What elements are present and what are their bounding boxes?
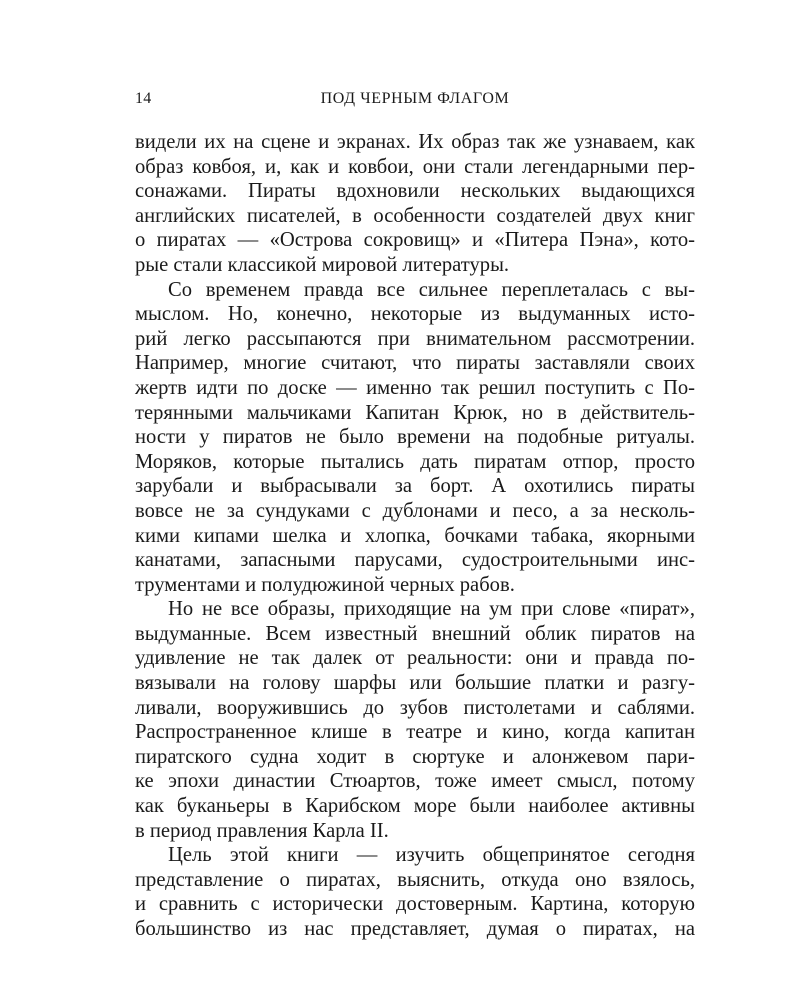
text-line: Но не все образы, приходящие на ум при слове «пират», <box>168 598 695 621</box>
text-line: ливали, вооружившись до зубов пистолетами и саблями. <box>135 696 695 719</box>
text-line: Моряков, которые пытались дать пиратам отпор, просто <box>135 450 695 473</box>
text-line: Распространенное клише в театре и кино, когда капитан <box>135 721 695 744</box>
text-line: сонажами. Пираты вдохновили нескольких выдающихся <box>135 180 695 203</box>
text-line: рые стали классикой мировой литературы. <box>135 253 510 276</box>
text-line: представление о пиратах, выяснить, откуда оно взялось, <box>135 868 695 891</box>
body-text <box>135 130 695 942</box>
text-line: пиратского судна ходит в сюртуке и алонжевом пари- <box>135 745 695 768</box>
text-line: канатами, запасными парусами, судостроительными инс- <box>135 549 695 572</box>
text-line: ке эпохи династии Стюартов, тоже имеет смысл, потому <box>135 770 695 793</box>
text-line: вязывали на голову шарфы или большие платки и разгу- <box>135 672 695 695</box>
text-line: зарубали и выбрасывали за борт. А охотились пираты <box>135 475 695 498</box>
text-line: рий легко рассыпаются при внимательном рассмотрении. <box>135 327 695 350</box>
text-line: Цель этой книги — изучить общепринятое сегодня <box>168 844 695 867</box>
text-line: английских писателей, в особенности создателей двух книг <box>135 204 695 227</box>
text-line: как буканьеры в Карибском море были наиболее активны <box>135 795 695 818</box>
running-head <box>135 90 695 114</box>
text-line: большинство из нас представляет, думая о пиратах, на <box>135 918 695 940</box>
text-line: трументами и полудюжиной черных рабов. <box>135 573 515 596</box>
text-line: удивление не так далек от реальности: они и правда по- <box>135 647 695 670</box>
text-line: выдуманные. Всем известный внешний облик пиратов на <box>135 622 695 645</box>
text-line: образ ковбоя, и, как и ковбои, они стали легендарными пер- <box>135 155 695 178</box>
text-line: мыслом. Но, конечно, некоторые из выдуманных исто- <box>135 303 695 326</box>
text-line: Со временем правда все сильнее переплеталась с вы- <box>168 278 695 301</box>
book-title: ПОД ЧЕРНЫМ ФЛАГОМ <box>320 90 510 107</box>
text-line: в период правления Карла II. <box>135 819 389 842</box>
text-line: ности у пиратов не было времени на подобные ритуалы. <box>135 426 695 449</box>
text-line: вовсе не за сундуками с дублонами и песо, а за несколь- <box>135 499 695 522</box>
text-line: Например, многие считают, что пираты заставляли своих <box>135 352 695 375</box>
text-line: о пиратах — «Острова сокровищ» и «Питера Пэна», кото- <box>135 229 695 252</box>
text-line: видели их на сцене и экранах. Их образ так же узнаваем, как <box>135 131 695 153</box>
text-line: терянными мальчиками Капитан Крюк, но в действитель- <box>135 401 695 424</box>
text-line: кими кипами шелка и хлопка, бочками табака, якорными <box>135 524 695 547</box>
text-line: жертв идти по доске — именно так решил поступить с По- <box>135 376 695 399</box>
page-number: 14 <box>135 90 152 107</box>
text-line: и сравнить с исторически достоверным. Картина, которую <box>135 893 695 916</box>
